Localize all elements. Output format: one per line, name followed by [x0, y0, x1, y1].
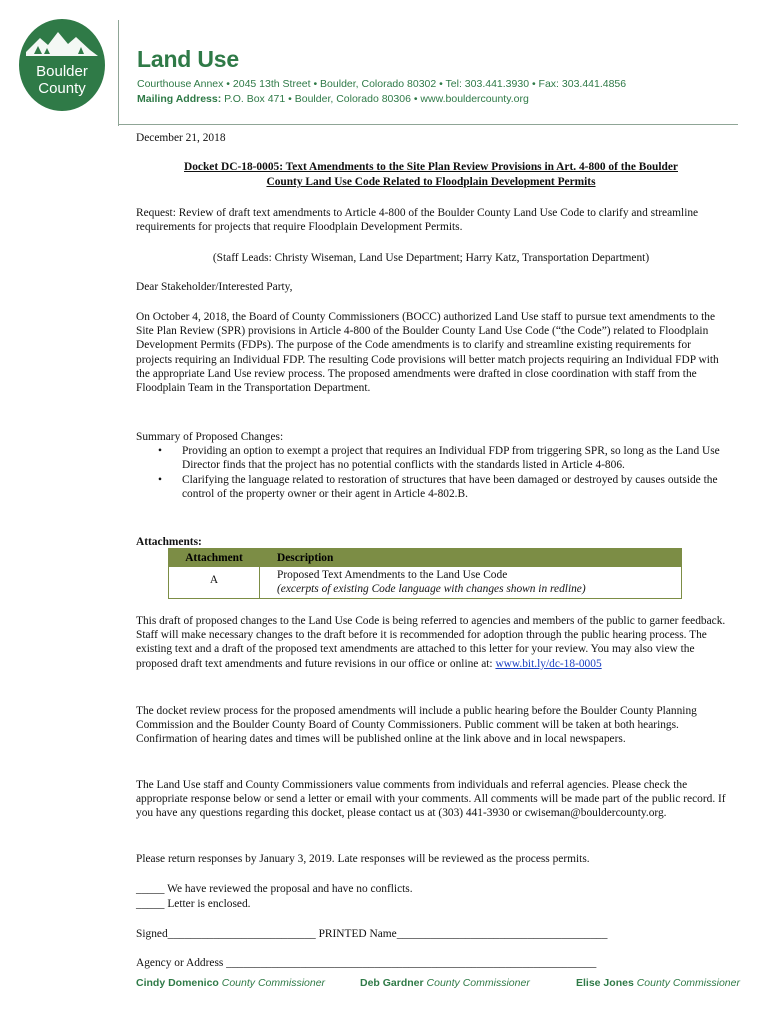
footer-commissioner-2: Deb Gardner County Commissioner [360, 977, 530, 989]
docket-link[interactable]: www.bit.ly/dc-18-0005 [495, 657, 602, 670]
agency-address-line[interactable]: Agency or Address _________________________________________________________________ [136, 957, 597, 969]
bullet-icon: • [158, 445, 162, 458]
referral-paragraph: This draft of proposed changes to the Land Use Code is being referred to agencies and members of the public to garner feedback. Staff will make necessary changes to the draft before it is recommended for adoption through the public hearing process. The existing text and a draft of the proposed text amendments are attached to this letter for your review. You may also view the proposed draft text amendments and future revisions in our office or online at: www.bit.ly/dc-18-0005 [136, 615, 726, 670]
list-item: • Providing an option to exempt a project that requires an Individual FDP from triggering SPR, so long as the Land Use Director finds that the project has no potential conflicts with the standards listed in Article 4-806. [158, 445, 720, 472]
intro-paragraph: On October 4, 2018, the Board of County Commissioners (BOCC) authorized Land Use staff to pursue text amendments to the Site Plan Review (SPR) provisions in Article 4-800 of the Boulder County Land Use Code (“the Code”) related to Floodplain Development Permits (FDPs). The purpose of the Code amendments is to clarify and streamline existing requirements for projects requiring an Individual FDP. The resulting Code provisions will better match projects requiring an Individual FDP with the appropriate Land Use review process. The proposed amendments were drafted in close coordination with staff from the Floodplain Team in the Transportation Department. [136, 311, 719, 395]
department-title: Land Use [137, 46, 239, 72]
signature-line[interactable]: Signed__________________________ PRINTED Name_____________________________________ [136, 928, 608, 940]
attachments-table [168, 548, 682, 599]
attachments-heading: Attachments: [136, 536, 202, 548]
attachment-note: (excerpts of existing Code language with changes shown in redline) [277, 583, 586, 595]
mailing-address [137, 93, 529, 105]
bullet-icon: • [158, 473, 162, 486]
salutation: Dear Stakeholder/Interested Party, [136, 281, 293, 293]
letter-date: December 21, 2018 [136, 132, 226, 144]
summary-list [136, 444, 726, 501]
mailing-label: Mailing Address: [137, 93, 222, 105]
boulder-county-logo [18, 18, 106, 112]
header-divider-vertical [118, 20, 119, 126]
list-item: • Clarifying the language related to restoration of structures that have been damaged or destroyed by causes outside the control of the property owner or their agent in Article 4-802.B. [158, 473, 718, 500]
response-option-no-conflicts[interactable]: _____ We have reviewed the proposal and have no conflicts. [136, 883, 413, 895]
summary-section [136, 430, 726, 501]
attachment-description: Proposed Text Amendments to the Land Use Code (excerpts of existing Code language with changes shown in redline) [260, 567, 682, 599]
svg-text:County: County [38, 80, 86, 97]
column-header-attachment: Attachment [169, 549, 260, 567]
office-address: Courthouse Annex • 2045 13th Street • Boulder, Colorado 80302 • Tel: 303.441.3930 • Fax: 303.441.4856 [137, 78, 627, 90]
deadline-paragraph: Please return responses by January 3, 2019. Late responses will be reviewed as the process permits. [136, 853, 590, 865]
table-header-row [169, 549, 682, 567]
response-option-letter-enclosed[interactable]: _____ Letter is enclosed. [136, 898, 251, 910]
staff-leads: (Staff Leads: Christy Wiseman, Land Use Department; Harry Katz, Transportation Department) [212, 252, 650, 264]
request-paragraph: Request: Review of draft text amendments to Article 4-800 of the Boulder County Land Use Code to clarify and streamline requirements for projects that require Floodplain Development Permits. [136, 207, 699, 234]
mailing-value: P.O. Box 471 • Boulder, Colorado 80306 • www.bouldercounty.org [221, 93, 529, 105]
svg-text:Boulder: Boulder [36, 63, 88, 80]
docket-title-line1: Docket DC-18-0005: Text Amendments to the Site Plan Review Provisions in Art. 4-800 of the Boulder [184, 161, 678, 173]
attachment-letter: A [169, 567, 260, 599]
hearing-paragraph: The docket review process for the proposed amendments will include a public hearing before the Boulder County Planning Commission and the Boulder County Board of County Commissioners. Public comment will be taken at both hearings. Confirmation of hearing dates and times will be published online at the link above and in local newspapers. [136, 705, 697, 746]
summary-heading: Summary of Proposed Changes: [136, 431, 284, 443]
column-header-description: Description [260, 549, 682, 567]
docket-title-line2: County Land Use Code Related to Floodplain Development Permits [266, 176, 596, 188]
table-row [169, 567, 682, 599]
comments-paragraph: The Land Use staff and County Commissioners value comments from individuals and referral agencies. Please check the appropriate response below or send a letter or email with your comments. All comments will be made part of the public record. If you have any questions regarding this docket, please contact us at (303) 441-3930 or cwiseman@bouldercounty.org. [136, 779, 726, 820]
footer-commissioner-1: Cindy Domenico County Commissioner [136, 977, 326, 989]
footer-commissioner-3: Elise Jones County Commissioner [576, 977, 740, 989]
docket-title [136, 160, 726, 190]
header-divider-horizontal [118, 124, 738, 125]
